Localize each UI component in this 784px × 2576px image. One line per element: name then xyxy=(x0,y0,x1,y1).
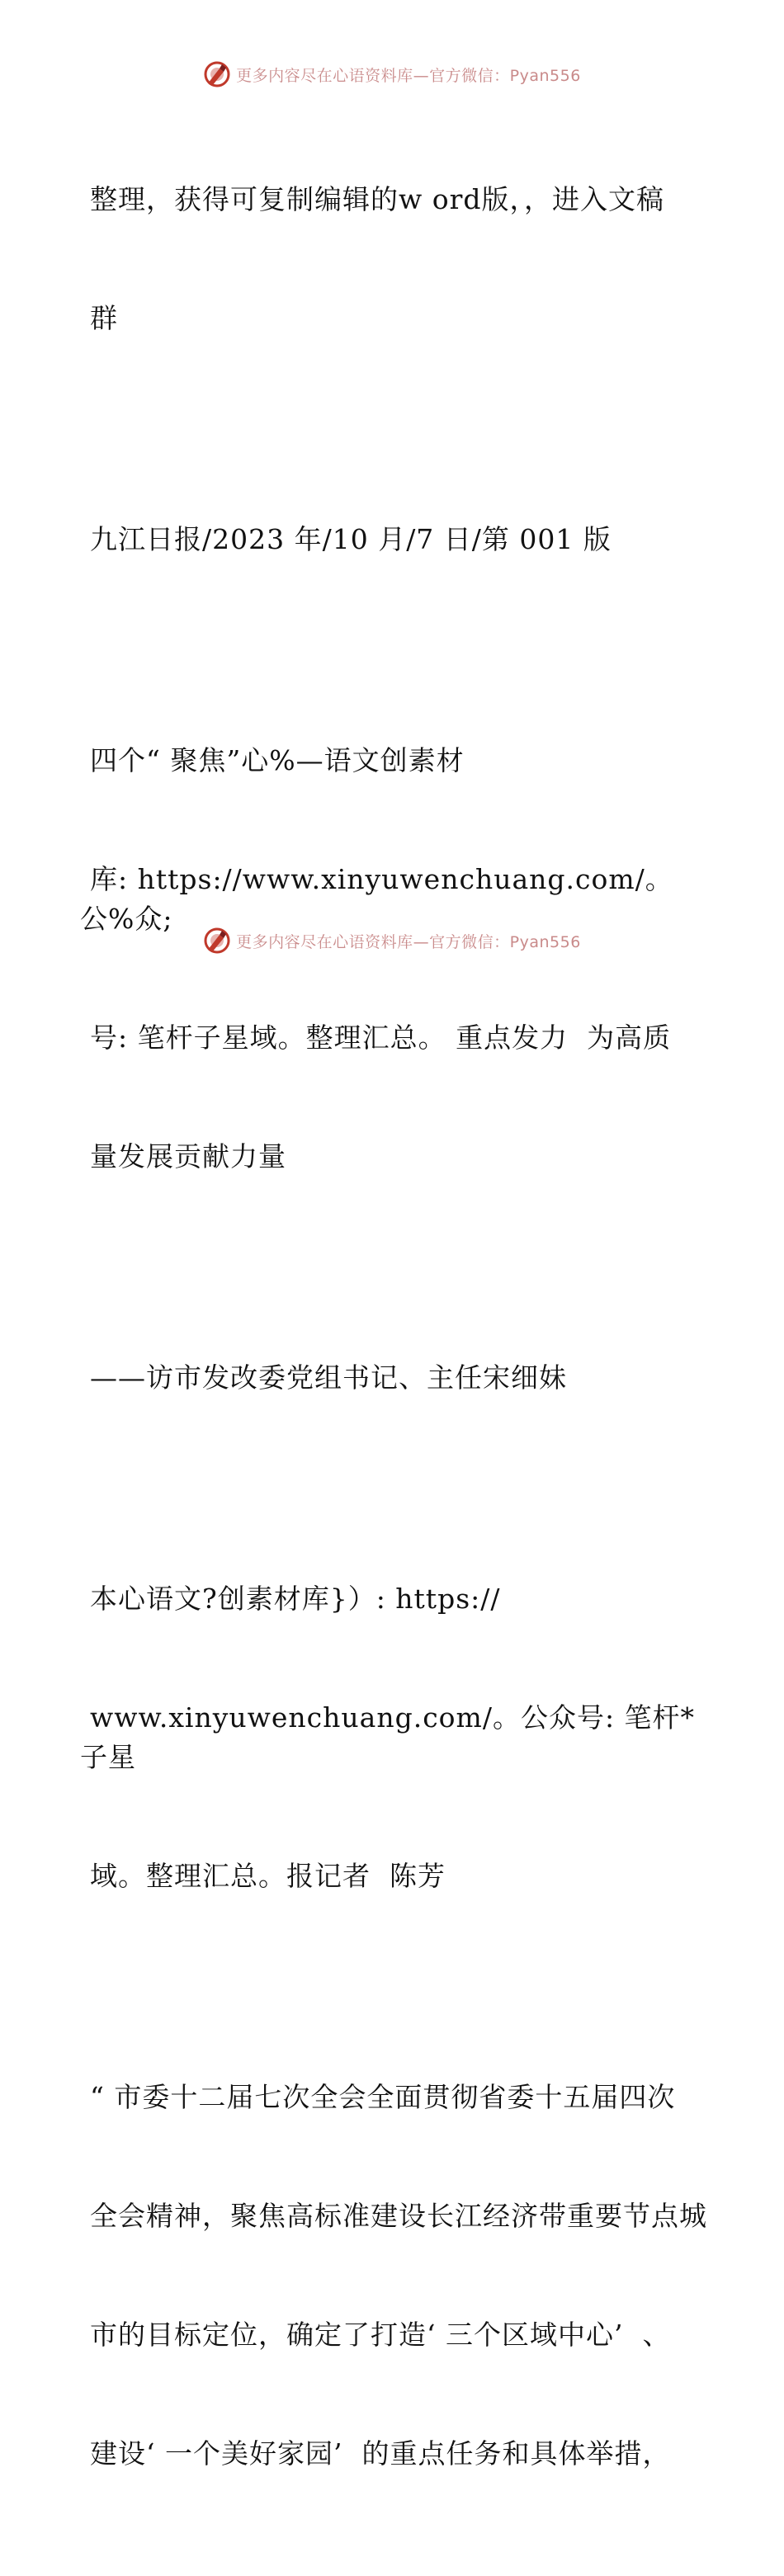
document-body xyxy=(80,101,707,2576)
text-line: “ 市委十二届七次全会全面贯彻省委十五届四次 xyxy=(90,2081,676,2113)
text-line: ——访市发改委党组书记、主任宋细妹 xyxy=(90,1361,567,1394)
text-line: www.xinyuwenchuang.com/。公众号: 笔杆*子星 xyxy=(80,1701,696,1773)
text-line: 群 xyxy=(90,302,118,334)
paragraph xyxy=(80,1279,707,1477)
text-line: 整理，获得可复制编辑的w ord版，，进入文稿 xyxy=(90,183,665,215)
text-line: 九江日报/2023 年/10 月/7 日/第 001 版 xyxy=(90,523,612,555)
text-line: 号: 笔杆子星域。整理汇总。 重点发力 为高质 xyxy=(90,1021,672,1054)
text-line: 量发展贡献力量 xyxy=(90,1140,286,1172)
header-banner xyxy=(0,59,784,89)
pen-circle-logo-icon xyxy=(203,60,231,88)
text-line: 市的目标定位，确定了打造‘ 三个区域中心’ 、 xyxy=(90,2319,671,2351)
footer-banner xyxy=(0,926,784,955)
text-line: 库: https://www.xinyuwenchuang.com/。公%众; xyxy=(80,863,673,935)
text-line: 本心语文?创素材库}）: https:// xyxy=(90,1583,501,1615)
text-line: 四个“ 聚焦”心%—语文创素材 xyxy=(90,744,465,776)
text-line: 建设‘ 一个美好家园’ 的重点任务和具体举措， xyxy=(90,2437,671,2470)
text-line: 域。整理汇总。报记者 陈芳 xyxy=(90,1860,446,1892)
paragraph xyxy=(80,662,707,1256)
paragraph xyxy=(80,441,707,639)
pen-circle-logo-icon xyxy=(203,927,231,955)
paragraph xyxy=(80,101,707,418)
paragraph xyxy=(80,1998,707,2553)
banner-text: 更多内容尽在心语资料库—官方微信：Pyan556 xyxy=(236,932,581,951)
text-line: 全会精神，聚焦高标准建设长江经济带重要节点城 xyxy=(90,2200,707,2232)
paragraph xyxy=(80,1500,707,1975)
banner-text: 更多内容尽在心语资料库—官方微信：Pyan556 xyxy=(236,66,581,85)
